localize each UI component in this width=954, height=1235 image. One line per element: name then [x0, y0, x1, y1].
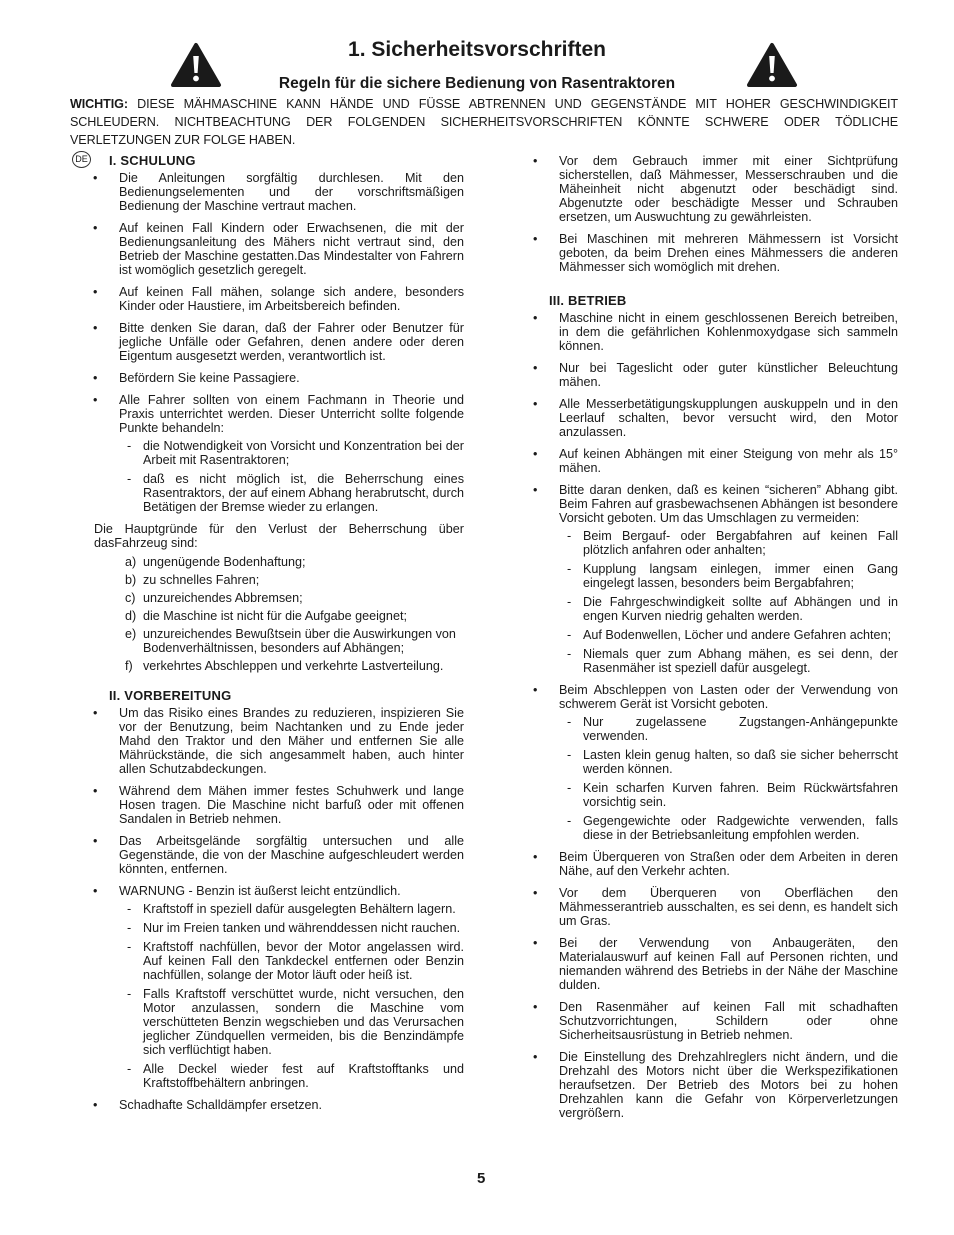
sub-list-item: - Niemals quer zum Abhang mähen, es sei denn, der Rasenmäher ist speziell dafür ausgelegt.: [559, 647, 898, 675]
reason-label: b): [125, 573, 137, 587]
reason-text: unzureichendes Bewußtsein über die Auswirkungen von Bodenverhältnissen, besonders auf Abhängen;: [143, 627, 456, 655]
list-item-text: Alle Fahrer sollten von einem Fachmann in Theorie und Praxis unterrichtet werden. Dieser Unterricht sollte folgende Punkte behandeln:: [119, 393, 464, 435]
reason-item: [90, 627, 464, 655]
sub-list-item: - Auf Bodenwellen, Löcher und andere Gefahren achten;: [559, 628, 898, 642]
reason-label: a): [125, 555, 137, 569]
list-item: [530, 683, 898, 842]
section-heading-vorbereitung: II. VORBEREITUNG: [109, 688, 232, 703]
reason-text: die Maschine ist nicht für die Aufgabe geeignet;: [143, 609, 407, 623]
reason-label: e): [125, 627, 137, 641]
sub-list-item: - Lasten klein genug halten, so daß sie sicher beherrscht werden können.: [559, 748, 898, 776]
list-item: • Während dem Mähen immer festes Schuhwerk und lange Hosen tragen. Die Maschine nicht barfuß oder mit offenen Sandalen in Betrieb nehmen.: [90, 784, 464, 826]
page-subtitle: Regeln für die sichere Bedienung von Rasentraktoren: [278, 75, 676, 92]
sub-list-item: - Kupplung langsam einlegen, immer einen Gang eingelegt lassen, besonders beim Bergabfahren;: [559, 562, 898, 590]
sub-list-item: - Nur im Freien tanken und währenddessen nicht rauchen.: [119, 921, 464, 935]
sub-list-item: - Alle Deckel wieder fest auf Kraftstofftanks und Kraftstoffbehältern anbringen.: [119, 1062, 464, 1090]
reason-label: c): [125, 591, 136, 605]
list-item: • Vor dem Überqueren von Oberflächen den Mähmesserantrieb ausschalten, es sei denn, es handelt sich um Gras.: [530, 886, 898, 928]
warning-paragraph: [70, 95, 898, 149]
list-item: • Den Rasenmäher auf keinen Fall mit schadhaften Schutzvorrichtungen, Schildern oder ohne Sicherheitsausrüstung in Betrieb nehmen.: [530, 1000, 898, 1042]
training-sublist: [119, 439, 464, 514]
reason-item: [90, 609, 464, 623]
slope-sublist: [559, 529, 898, 675]
schulung-list: [90, 171, 464, 514]
list-item: • Beim Überqueren von Straßen oder dem Arbeiten in deren Nähe, auf den Verkehr achten.: [530, 850, 898, 878]
list-item: • Schadhafte Schalldämpfer ersetzen.: [90, 1098, 464, 1112]
towing-sublist: [559, 715, 898, 842]
list-item: [530, 483, 898, 675]
list-item: • Um das Risiko eines Brandes zu reduzieren, inspizieren Sie vor der Benutzung, beim Nachtanken und zu Ende jeder Mahd den Traktor und den Mäher und entfernen Sie alle Mährückstände, die sich angesammelt haben, auch hinter allen Schutzabdeckungen.: [90, 706, 464, 776]
sub-list-item: - Gegengewichte oder Radgewichte verwenden, falls diese in der Betriebsanleitung empfohlen werden.: [559, 814, 898, 842]
right-column: [530, 154, 898, 1128]
vorbereitung-continued-list: [530, 154, 898, 274]
list-item: [90, 884, 464, 1090]
fuel-sublist: [119, 902, 464, 1090]
reason-item: [90, 555, 464, 569]
vorbereitung-list: [90, 706, 464, 1112]
list-item: • Auf keinen Fall Kindern oder Erwachsenen, die mit der Bedienungsanleitung des Mähers nicht vertraut sind, den Betrieb der Maschine gestatten.Das Mindestalter von Fahrern ist womöglich gesetzlich geregelt.: [90, 221, 464, 277]
list-item-text: Beim Abschleppen von Lasten oder der Verwendung von schwerem Gerät ist Vorsicht geboten.: [559, 683, 898, 711]
reason-label: f): [125, 659, 133, 673]
reasons-intro: Die Hauptgründe für den Verlust der Beherrschung über dasFahrzeug sind:: [94, 522, 464, 550]
sub-list-item: - Die Fahrgeschwindigkeit sollte auf Abhängen und in engen Kurven niedrig gehalten werden.: [559, 595, 898, 623]
list-item: • Die Anleitungen sorgfältig durchlesen. Mit den Bedienungselementen und der vorschriftsmäßigen Bedienung der Maschine vertraut machen.: [90, 171, 464, 213]
list-item: • Maschine nicht in einem geschlossenen Bereich betreiben, in dem die gefährlichen Kohlenmoxydgase sich sammeln können.: [530, 311, 898, 353]
reason-text: ungenügende Bodenhaftung;: [143, 555, 306, 569]
list-item: • Bei Maschinen mit mehreren Mähmessern ist Vorsicht geboten, da beim Drehen eines Mähmessers die anderen Mähmesser sich womöglich mit drehen.: [530, 232, 898, 274]
reason-item: [90, 573, 464, 587]
left-column: [90, 154, 464, 1120]
reason-item: [90, 591, 464, 605]
section-heading-schulung: I. SCHULUNG: [109, 153, 196, 168]
betrieb-list: [530, 311, 898, 1120]
reason-label: d): [125, 609, 137, 623]
list-item: • Befördern Sie keine Passagiere.: [90, 371, 464, 385]
warning-label: WICHTIG:: [70, 97, 128, 111]
sub-list-item: - Nur zugelassene Zugstangen-Anhängepunkte verwenden.: [559, 715, 898, 743]
sub-list-item: - Kraftstoff in speziell dafür ausgelegten Behältern lagern.: [119, 902, 464, 916]
warning-text: DIESE MÄHMASCHINE KANN HÄNDE UND FÜSSE ABTRENNEN UND GEGENSTÄNDE MIT HOHER GESCHWINDIGKEIT SCHLEUDERN. NICHTBEACHTUNG DER FOLGENDEN SICHERHEITSVORSCHRIFTEN KÖNNTE SCHWERE ODER TÖDLICHE VERLETZUNGEN ZUR FOLGE HABEN.: [70, 97, 899, 147]
reason-text: zu schnelles Fahren;: [143, 573, 260, 587]
list-item: • Alle Messerbetätigungskupplungen auskuppeln und in den Leerlauf schalten, bevor versucht wird, den Motor anzulassen.: [530, 397, 898, 439]
reasons-list: [90, 555, 464, 673]
list-item: • Das Arbeitsgelände sorgfältig untersuchen und alle Gegenstände, die von der Maschine aufgeschleudert werden könnten, entfernen.: [90, 834, 464, 876]
list-item: • Vor dem Gebrauch immer mit einer Sichtprüfung sicherstellen, daß Mähmesser, Messerschrauben und die Mäheinheit nicht abgenutzt oder beschädigt sind. Abgenutzte oder beschädigte Messer und Schrauben ersetzen, um Auswuchtung zu gewährleisten.: [530, 154, 898, 224]
section-heading-betrieb: III. BETRIEB: [549, 293, 627, 308]
list-item: • Auf keinen Abhängen mit einer Steigung von mehr als 15° mähen.: [530, 447, 898, 475]
reason-item: [90, 659, 464, 673]
list-item: • Auf keinen Fall mähen, solange sich andere, besonders Kinder oder Haustiere, im Arbeitsbereich befinden.: [90, 285, 464, 313]
list-item-text: Bitte daran denken, daß es keinen “sicheren” Abhang gibt. Beim Fahren auf grasbewachsenen Abhängen ist besondere Vorsicht geboten. Um das Umschlagen zu vermeiden:: [559, 483, 898, 525]
sub-list-item: - daß es nicht möglich ist, die Beherrschung eines Rasentraktors, der auf einem Abhang herabrutscht, durch Betätigen der Bremse wieder zu erlangen.: [119, 472, 464, 514]
sub-list-item: - die Notwendigkeit von Vorsicht und Konzentration bei der Arbeit mit Rasentraktoren;: [119, 439, 464, 467]
sub-list-item: - Beim Bergauf- oder Bergabfahren auf keinen Fall plötzlich anfahren oder anhalten;: [559, 529, 898, 557]
sub-list-item: - Falls Kraftstoff verschüttet wurde, nicht versuchen, den Motor anzulassen, sondern die Maschine vom verschütteten Benzin wegschieben und das Verursachen jeglicher Zündquellen vermeiden, bis die Benzindämpfe sich verflüchtigt haben.: [119, 987, 464, 1057]
reason-text: verkehrtes Abschleppen und verkehrte Lastverteilung.: [143, 659, 444, 673]
list-item: • Bitte denken Sie daran, daß der Fahrer oder Benutzer für jegliche Unfälle oder Gefahren, denen andere oder deren Eigentum ausgesetzt werden, verantwortlich ist.: [90, 321, 464, 363]
list-item: • Nur bei Tageslicht oder guter künstlicher Beleuchtung mähen.: [530, 361, 898, 389]
reason-text: unzureichendes Abbremsen;: [143, 591, 303, 605]
list-item: [90, 393, 464, 514]
sub-list-item: - Kraftstoff nachfüllen, bevor der Motor angelassen wird. Auf keinen Fall den Tankdeckel entfernen oder Benzin nachfüllen, solange der Motor läuft oder heiß ist.: [119, 940, 464, 982]
page-title: 1. Sicherheitsvorschriften: [348, 38, 606, 61]
list-item: • Die Einstellung des Drehzahlreglers nicht ändern, und die Drehzahl des Motors nicht über die Werkspezifikationen heraufsetzen. Der Betrieb des Motors bei zu hohen Drehzahlen kann die Gefahr von Körperverletzungen vergrößern.: [530, 1050, 898, 1120]
language-badge: DE: [72, 151, 91, 168]
page-number: 5: [477, 1170, 486, 1187]
list-item-text: WARNUNG - Benzin ist äußerst leicht entzündlich.: [119, 884, 401, 898]
list-item: • Bei der Verwendung von Anbaugeräten, den Materialauswurf auf keinen Fall auf Personen richten, und niemanden während des Betriebs in der Nähe der Maschine dulden.: [530, 936, 898, 992]
sub-list-item: - Kein scharfen Kurven fahren. Beim Rückwärtsfahren vorsichtig sein.: [559, 781, 898, 809]
